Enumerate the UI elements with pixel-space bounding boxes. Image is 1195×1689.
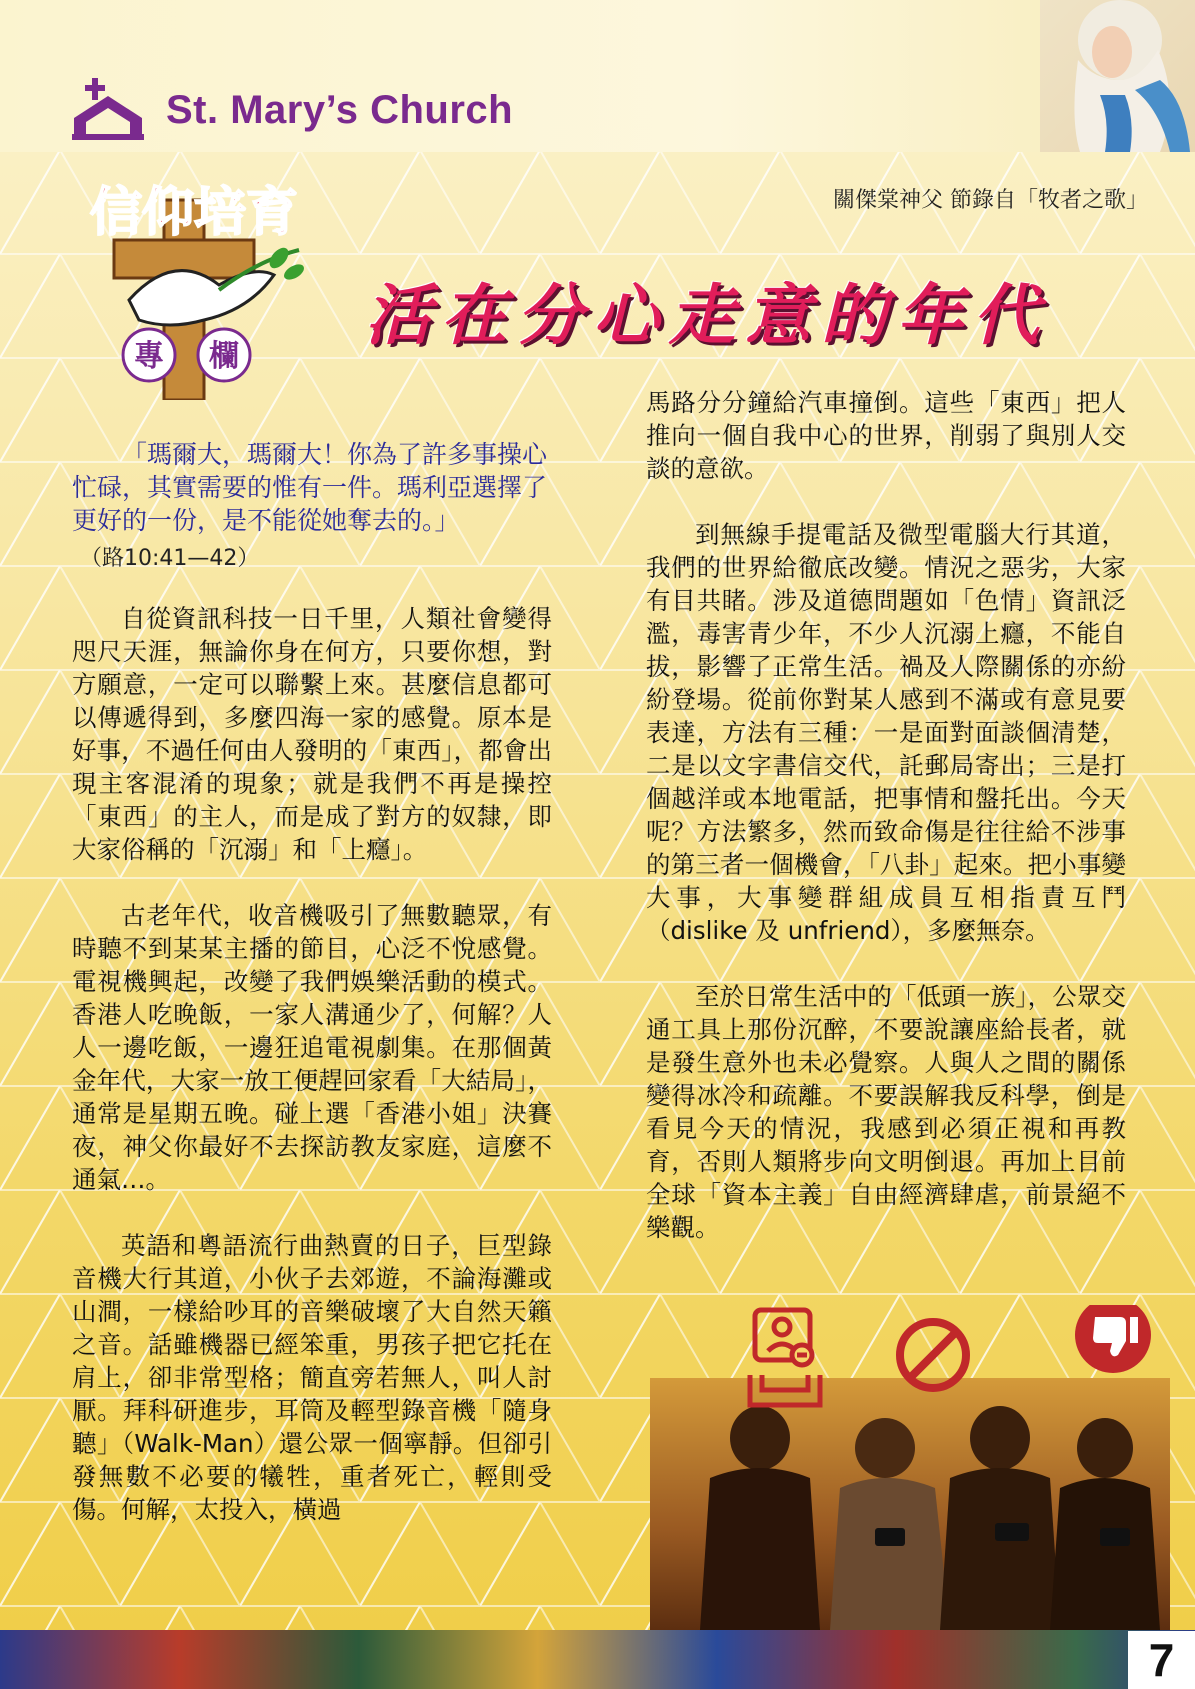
scripture-quote: 「瑪爾大，瑪爾大！你為了許多事操心忙碌，其實需要的惟有一件。瑪利亞選擇了更好的一份，是不能從她奪去的。」 [72, 440, 548, 535]
paragraph: 至於日常生活中的「低頭一族」，公眾交通工具上那份沉醉，不要說讓座給長者，就是發生意外也未必覺察。人與人之間的關係變得冰冷和疏離。不要誤解我反科學，倒是看見今天的情況，我感到必須正視和再教育，否則人類將步向文明倒退。再加上目前全球「資本主義」自由經濟肆虐，前景絕不樂觀。 [646, 982, 1126, 1242]
page-number: 7 [1128, 1631, 1195, 1689]
people-using-phones-photo [650, 1378, 1170, 1630]
church-logo-icon [72, 78, 144, 140]
stained-glass-strip [0, 1630, 1195, 1689]
svg-text:專: 專 [134, 339, 164, 374]
church-name: St. Mary’s Church [166, 88, 514, 132]
right-column [646, 386, 1126, 1277]
author-credit: 關傑棠神父 節錄自「牧者之歌」 [833, 188, 1148, 213]
remove-contact-icon [750, 1310, 820, 1405]
paragraph: 自從資訊科技一日千里，人類社會變得咫尺天涯，無論你身在何方，只要你想，對方願意，一定可以聯繫上來。甚麼信息都可以傳遞得到，多麼四海一家的感覺。原本是好事，不過任何由人發明的「東西」，都會出現主客混淆的現象；就是我們不再是操控「東西」的主人，而是成了對方的奴隸，即大家俗稱的「沉溺」和「上癮」。 [72, 604, 552, 864]
scripture-reference: （路10:41—42） [80, 546, 260, 571]
svg-text:信仰培育: 信仰培育 [89, 182, 299, 243]
paragraph: 古老年代，收音機吸引了無數聽眾，有時聽不到某某主播的節目，心泛不悅感覺。電視機興起，改變了我們娛樂活動的模式。香港人吃晚飯，一家人溝通少了，何解？人人一邊吃飯，一邊狂追電視劇集。在那個黃金年代，大家一放工便趕回家看「大結局」，通常是星期五晚。碰上選「香港小姐」決賽夜，神父你最好不去探訪教友家庭，這麼不通氣…。 [72, 901, 552, 1194]
paragraph: 馬路分分鐘給汽車撞倒。這些「東西」把人推向一個自我中心的世界，削弱了與別人交談的意欲。 [646, 388, 1126, 483]
svg-text:欄: 欄 [209, 339, 239, 374]
thumbs-down-icon [1075, 1305, 1151, 1373]
prohibited-icon [900, 1322, 966, 1388]
article-title: 活在分心走意的年代 [365, 276, 1049, 354]
left-column [72, 602, 552, 1559]
icon-group [740, 1305, 1160, 1415]
mary-statue-image [1040, 0, 1195, 152]
paragraph: 到無線手提電話及微型電腦大行其道，我們的世界給徹底改變。情況之惡劣，大家有目共睹。涉及道德問題如「色情」資訊泛濫，毒害青少年，不少人沉溺上癮，不能自拔，影響了正常生活。禍及人際關係的亦紛紛登場。從前你對某人感到不滿或有意見要表達，方法有三種：一是面對面談個清楚，二是以文字書信交代，託郵局寄出；三是打個越洋或本地電話，把事情和盤托出。今天呢？方法繁多，然而致命傷是往往給不涉事的第三者一個機會，「八卦」起來。把小事變大事，大事變群組成員互相指責互鬥（dislike 及 unfriend），多麼無奈。 [646, 520, 1126, 945]
paragraph: 英語和粵語流行曲熱賣的日子，巨型錄音機大行其道，小伙子去郊遊，不論海灘或山澗，一樣給吵耳的音樂破壞了大自然天籟之音。話雖機器已經笨重，男孩子把它托在肩上，卻非常型格；簡直旁若無人，叫人討厭。拜科研進步，耳筒及輕型錄音機「隨身聽」（Walk-Man）還公眾一個寧靜。但卻引發無數不必要的犧牲，重者死亡，輕則受傷。何解，太投入，橫過 [72, 1231, 552, 1524]
column-badge-logo [44, 180, 344, 400]
